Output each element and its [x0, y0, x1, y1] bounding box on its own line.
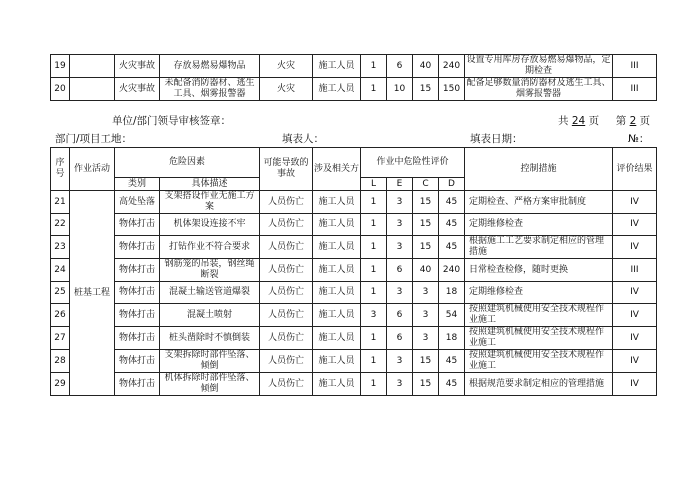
value-E: 3 — [387, 282, 413, 304]
hazard-description: 钢筋笼的吊装，钢丝绳断裂 — [160, 259, 260, 282]
activity-cell — [70, 78, 115, 101]
row-number: 23 — [51, 236, 70, 259]
value-C: 15 — [413, 191, 439, 214]
header-L: L — [361, 178, 387, 191]
control-measure: 日常检查检修，随时更换 — [465, 259, 613, 282]
table-row — [51, 236, 657, 259]
value-D: 240 — [439, 259, 465, 282]
value-D: 150 — [439, 78, 465, 101]
evaluation-result: IV — [613, 236, 657, 259]
activity-cell — [70, 55, 115, 78]
evaluation-result: III — [613, 78, 657, 101]
hazard-description: 机体拆除时部件坠落、倾倒 — [160, 373, 260, 396]
hazard-description: 混凝土喷射 — [160, 304, 260, 327]
total-prefix: 共 — [558, 115, 569, 127]
row-number: 21 — [51, 191, 70, 214]
hazard-category: 物体打击 — [115, 236, 160, 259]
row-number: 22 — [51, 214, 70, 236]
hazard-category: 物体打击 — [115, 214, 160, 236]
hazard-category: 物体打击 — [115, 350, 160, 373]
control-measure: 按照建筑机械使用安全技术规程作业施工 — [465, 350, 613, 373]
table-row — [51, 214, 657, 236]
value-C: 3 — [413, 282, 439, 304]
evaluation-result: III — [613, 259, 657, 282]
related-party: 施工人员 — [313, 350, 361, 373]
table-row — [51, 350, 657, 373]
value-C: 40 — [413, 259, 439, 282]
row-number: 27 — [51, 327, 70, 350]
row-number: 20 — [51, 78, 70, 101]
related-party: 施工人员 — [313, 55, 361, 78]
evaluation-result: IV — [613, 214, 657, 236]
value-C: 15 — [413, 350, 439, 373]
value-L: 1 — [361, 327, 387, 350]
row-number: 24 — [51, 259, 70, 282]
evaluation-result: III — [613, 55, 657, 78]
possible-accident: 人员伤亡 — [260, 259, 313, 282]
value-D: 45 — [439, 191, 465, 214]
control-measure: 设置专用库房存放易燃易爆物品，定期检查 — [466, 55, 611, 76]
hazard-category: 物体打击 — [115, 373, 160, 396]
header-C: C — [413, 178, 439, 191]
header-eval: 作业中危险性评价 — [361, 148, 465, 178]
table-row — [51, 373, 657, 396]
value-C: 15 — [413, 236, 439, 259]
control-measure: 按照建筑机械使用安全技术规程作业施工 — [465, 304, 613, 327]
page-prefix: 第 — [615, 115, 627, 127]
header-desc: 具体描述 — [160, 178, 260, 191]
possible-accident: 人员伤亡 — [260, 373, 313, 396]
related-party: 施工人员 — [313, 214, 361, 236]
value-D: 54 — [439, 304, 465, 327]
value-L: 1 — [361, 373, 387, 396]
value-D: 240 — [439, 55, 465, 78]
top-table — [50, 54, 657, 101]
related-party: 施工人员 — [313, 236, 361, 259]
hazard-description: 桩头凿除时不慎倒装 — [160, 327, 260, 350]
hazard-category: 物体打击 — [115, 327, 160, 350]
total-suffix: 页 — [588, 115, 600, 127]
hazard-category: 物体打击 — [115, 282, 160, 304]
control-measure: 配备足够数量消防器材及逃生工具、烟雾报警器 — [466, 78, 611, 99]
value-E: 6 — [387, 304, 413, 327]
related-party: 施工人员 — [313, 259, 361, 282]
value-D: 45 — [439, 373, 465, 396]
value-C: 3 — [413, 327, 439, 350]
row-number: 25 — [51, 282, 70, 304]
value-E: 6 — [387, 55, 413, 78]
value-L: 1 — [361, 282, 387, 304]
dept-label: 部门/项目工地： — [55, 133, 133, 145]
hazard-description: 混凝土输送管道爆裂 — [160, 282, 260, 304]
possible-accident: 人员伤亡 — [260, 214, 313, 236]
value-E: 3 — [387, 350, 413, 373]
control-measure: 定期维修检查 — [465, 214, 613, 236]
value-D: 18 — [439, 282, 465, 304]
table-row — [51, 55, 657, 78]
value-D: 45 — [439, 350, 465, 373]
value-L: 1 — [361, 214, 387, 236]
possible-accident: 人员伤亡 — [260, 282, 313, 304]
header-D: D — [439, 178, 465, 191]
related-party: 施工人员 — [313, 327, 361, 350]
value-L: 1 — [361, 191, 387, 214]
table-row — [51, 78, 657, 101]
table-row — [51, 304, 657, 327]
hazard-category: 物体打击 — [115, 259, 160, 282]
total-pages: 24 — [571, 115, 586, 127]
hazard-description: 机体架设连接不牢 — [160, 214, 260, 236]
possible-accident: 人员伤亡 — [260, 350, 313, 373]
header-party: 涉及相关方 — [313, 148, 361, 191]
header-activity: 作业活动 — [70, 148, 115, 191]
header-result: 评价结果 — [613, 148, 657, 191]
hazard-description: 存放易燃易爆物品 — [160, 55, 260, 78]
header-no: 序号 — [51, 148, 70, 191]
activity-group: 桩基工程 — [70, 191, 115, 396]
value-E: 3 — [387, 214, 413, 236]
header-hazard-factor: 危险因素 — [115, 148, 260, 178]
possible-accident: 人员伤亡 — [260, 304, 313, 327]
possible-accident: 人员伤亡 — [260, 327, 313, 350]
table-row — [51, 282, 657, 304]
hazard-category: 火灾事故 — [115, 55, 160, 78]
value-E: 6 — [387, 259, 413, 282]
evaluation-result: IV — [613, 282, 657, 304]
value-D: 18 — [439, 327, 465, 350]
value-E: 10 — [387, 78, 413, 101]
hazard-description: 支架拆除时部件坠落、倾倒 — [160, 350, 260, 373]
evaluation-result: IV — [613, 304, 657, 327]
value-C: 15 — [413, 373, 439, 396]
hazard-category: 高处坠落 — [115, 191, 160, 214]
possible-accident: 人员伤亡 — [260, 191, 313, 214]
page-number: 2 — [629, 115, 637, 127]
value-D: 45 — [439, 236, 465, 259]
page-suffix: 页 — [639, 115, 651, 127]
value-C: 15 — [413, 78, 439, 101]
value-D: 45 — [439, 214, 465, 236]
value-E: 3 — [387, 191, 413, 214]
related-party: 施工人员 — [313, 304, 361, 327]
related-party: 施工人员 — [313, 373, 361, 396]
value-E: 3 — [387, 373, 413, 396]
row-number: 28 — [51, 350, 70, 373]
related-party: 施工人员 — [313, 191, 361, 214]
row-number: 26 — [51, 304, 70, 327]
value-L: 3 — [361, 304, 387, 327]
possible-accident: 火灾 — [260, 78, 313, 101]
hazard-description: 未配备消防器材、逃生工具、烟雾报警器 — [160, 78, 260, 101]
table-row — [51, 191, 657, 214]
value-E: 3 — [387, 236, 413, 259]
value-L: 1 — [361, 236, 387, 259]
page-count — [558, 113, 650, 128]
table-row — [51, 327, 657, 350]
header-accident: 可能导致的事故 — [260, 148, 313, 191]
value-C: 40 — [413, 55, 439, 78]
date-label: 填表日期： — [470, 133, 523, 145]
hazard-description: 打钻作业不符合要求 — [160, 236, 260, 259]
hazard-category: 火灾事故 — [115, 78, 160, 101]
header-E: E — [387, 178, 413, 191]
value-C: 15 — [413, 214, 439, 236]
possible-accident: 人员伤亡 — [260, 236, 313, 259]
risk-table — [50, 147, 657, 396]
value-L: 1 — [361, 259, 387, 282]
evaluation-result: IV — [613, 373, 657, 396]
value-E: 6 — [387, 327, 413, 350]
related-party: 施工人员 — [313, 282, 361, 304]
control-measure: 按照建筑机械使用安全技术规程作业施工 — [465, 327, 613, 350]
row-number: 29 — [51, 373, 70, 396]
possible-accident: 火灾 — [260, 55, 313, 78]
number-label: №： — [628, 133, 650, 145]
value-C: 3 — [413, 304, 439, 327]
hazard-description: 支架搭设作业无施工方案 — [160, 191, 260, 214]
value-L: 1 — [361, 78, 387, 101]
control-measure: 根据施工工艺要求制定相应的管理措施 — [465, 236, 613, 259]
signoff-label: 单位/部门领导审核签章： — [112, 115, 232, 127]
filler-label: 填表人： — [282, 133, 324, 145]
related-party: 施工人员 — [313, 78, 361, 101]
row-number: 19 — [51, 55, 70, 78]
evaluation-result: IV — [613, 327, 657, 350]
control-measure: 根据规范要求制定相应的管理措施 — [465, 373, 613, 396]
header-control: 控制措施 — [465, 148, 613, 191]
table-row — [51, 259, 657, 282]
evaluation-result: IV — [613, 350, 657, 373]
value-L: 1 — [361, 350, 387, 373]
evaluation-result: IV — [613, 191, 657, 214]
hazard-category: 物体打击 — [115, 304, 160, 327]
control-measure: 定期检查、严格方案审批制度 — [465, 191, 613, 214]
header-category: 类别 — [115, 178, 160, 191]
control-measure: 定期维修检查 — [465, 282, 613, 304]
value-L: 1 — [361, 55, 387, 78]
